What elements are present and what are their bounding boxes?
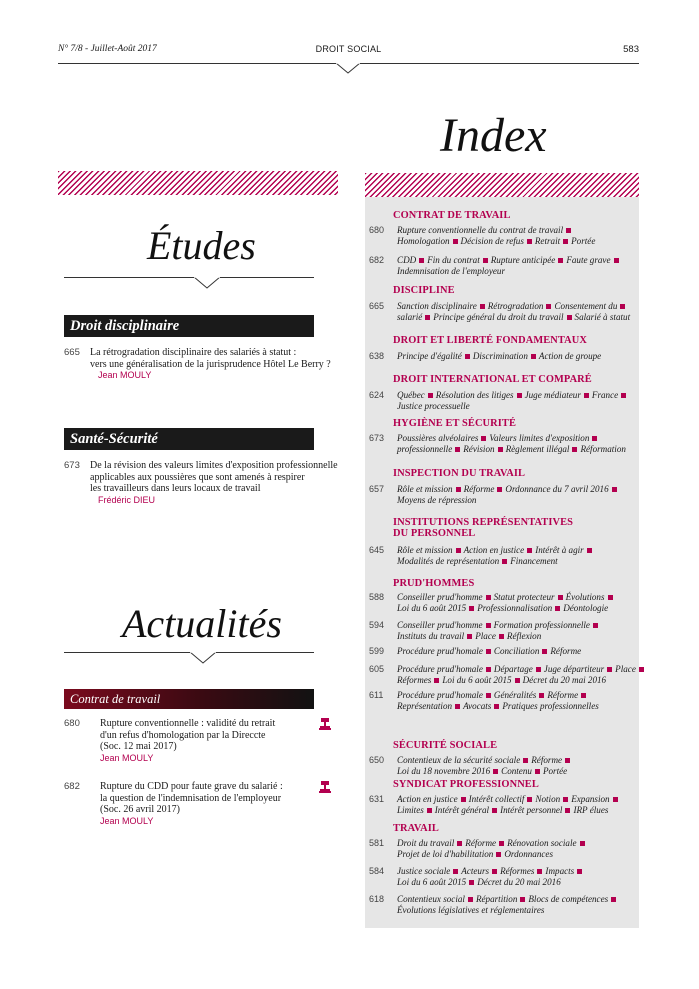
index-keyword: Intérêt à agir: [535, 545, 584, 555]
gavel-icon: [318, 780, 332, 794]
index-entry-page: 611: [369, 690, 384, 700]
index-entry-page: 665: [369, 301, 385, 311]
index-entry-keywords: [397, 866, 633, 888]
square-bullet-icon: [486, 693, 491, 698]
index-section-heading: TRAVAIL: [393, 823, 439, 834]
index-keyword: Impacts: [545, 866, 575, 876]
issue-label: N° 7/8 - Juillet-Août 2017: [58, 44, 157, 54]
index-keyword: Décret du 20 mai 2016: [522, 675, 607, 685]
square-bullet-icon: [567, 315, 572, 320]
index-keyword: Financement: [510, 556, 558, 566]
index-keyword: CDD: [397, 255, 417, 265]
square-bullet-icon: [465, 354, 470, 359]
index-keyword: Poussières alvéolaires: [397, 433, 479, 443]
index-keyword: Réforme: [463, 484, 495, 494]
index-keyword: Réformes: [397, 675, 432, 685]
index-section-heading: DROIT ET LIBERTÉ FONDAMENTAUX: [393, 335, 587, 346]
square-bullet-icon: [565, 758, 570, 763]
article-title-line: Rupture du CDD pour faute grave du salarié :: [100, 781, 283, 792]
index-keyword: Droit du travail: [397, 838, 455, 848]
index-keyword: Contentieux social: [397, 894, 465, 904]
square-bullet-icon: [592, 436, 597, 441]
index-keyword: Ordonnance du 7 avril 2016: [505, 484, 609, 494]
index-keyword: Action de groupe: [538, 351, 602, 361]
square-bullet-icon: [481, 436, 486, 441]
index-keyword: Professionnalisation: [477, 603, 553, 613]
index-entry-keywords: [397, 545, 633, 567]
index-keyword: Consentement du: [554, 301, 618, 311]
square-bullet-icon: [453, 869, 458, 874]
index-keyword: Justice sociale: [397, 866, 451, 876]
article-title-line: d'un refus d'homologation par la Direccte: [100, 729, 266, 741]
index-keyword: Avocats: [463, 701, 492, 711]
square-bullet-icon: [572, 447, 577, 452]
index-entry-keywords: [397, 620, 633, 642]
index-entry-keywords: [397, 433, 633, 455]
index-entry-keywords: [397, 664, 636, 686]
index-entry-page: 657: [369, 484, 385, 494]
index-keyword: Notion: [535, 794, 561, 804]
square-bullet-icon: [419, 258, 424, 263]
gavel-icon: [318, 717, 332, 731]
index-keyword: Retrait: [534, 236, 561, 246]
index-keyword: Réforme: [531, 755, 563, 765]
square-bullet-icon: [531, 354, 536, 359]
index-keyword: Québec: [397, 390, 425, 400]
index-keyword: Révision: [463, 444, 495, 454]
square-bullet-icon: [527, 548, 532, 553]
square-bullet-icon: [455, 447, 460, 452]
square-bullet-icon: [493, 769, 498, 774]
index-keyword: Sanction disciplinaire: [397, 301, 477, 311]
index-keyword: Fin du contrat: [427, 255, 480, 265]
article-author: Frédéric DIEU: [98, 494, 156, 505]
square-bullet-icon: [467, 634, 472, 639]
index-keyword: Répartition: [475, 894, 518, 904]
index-keyword: Procédure prud'homale: [397, 646, 483, 656]
article-page-number: 680: [64, 718, 80, 729]
article-author: Jean MOULY: [100, 815, 154, 826]
square-bullet-icon: [537, 869, 542, 874]
index-keyword: Statut protecteur: [493, 592, 555, 602]
index-entry-page: 588: [369, 592, 385, 602]
index-keyword: Place: [475, 631, 496, 641]
square-bullet-icon: [456, 548, 461, 553]
square-bullet-icon: [577, 869, 582, 874]
square-bullet-icon: [428, 393, 433, 398]
square-bullet-icon: [563, 797, 568, 802]
index-keyword: Rôle et mission: [397, 545, 453, 555]
article-page-number: 682: [64, 781, 80, 792]
index-keyword: Acteurs: [461, 866, 490, 876]
index-keyword: Valeurs limites d'exposition: [489, 433, 590, 443]
index-keyword: Évolutions législatives et réglementaires: [397, 905, 545, 915]
index-keyword: Départage: [493, 664, 533, 674]
journal-name: DROIT SOCIAL: [315, 44, 382, 54]
article-title-line: Rupture conventionnelle : validité du retrait: [100, 718, 276, 729]
square-bullet-icon: [527, 797, 532, 802]
square-bullet-icon: [425, 315, 430, 320]
index-section-heading: SÉCURITÉ SOCIALE: [393, 740, 498, 751]
square-bullet-icon: [517, 393, 522, 398]
square-bullet-icon: [535, 769, 540, 774]
square-bullet-icon: [581, 693, 586, 698]
index-keyword: IRP élues: [573, 805, 609, 815]
index-section-heading: CONTRAT DE TRAVAIL: [393, 210, 511, 221]
article-author: Jean MOULY: [98, 370, 152, 381]
index-keyword: Projet de loi d'habilitation: [397, 849, 494, 859]
index-entry-keywords: [397, 484, 633, 506]
index-keyword: Réforme: [465, 838, 497, 848]
index-keyword: Ordonnances: [504, 849, 553, 859]
square-bullet-icon: [536, 667, 541, 672]
square-bullet-icon: [558, 258, 563, 263]
rubric-bar-sante-securite: Santé-Sécurité: [64, 428, 314, 450]
square-bullet-icon: [580, 841, 585, 846]
hatch-band-left: [58, 171, 338, 195]
square-bullet-icon: [566, 228, 571, 233]
square-bullet-icon: [486, 649, 491, 654]
rubric-bar-droit-disciplinaire: Droit disciplinaire: [64, 315, 314, 337]
square-bullet-icon: [584, 393, 589, 398]
article-title-line: la question de l'indemnisation de l'employeur: [100, 792, 282, 804]
square-bullet-icon: [497, 487, 502, 492]
actualites-title: Actualités: [122, 601, 282, 646]
index-keyword: Intérêt personnel: [500, 805, 563, 815]
index-keyword: Conseiller prud'homme: [397, 620, 483, 630]
square-bullet-icon: [621, 393, 626, 398]
square-bullet-icon: [480, 304, 485, 309]
index-keyword: Action en justice: [463, 545, 525, 555]
index-title: Index: [440, 109, 547, 162]
index-keyword: Rôle et mission: [397, 484, 453, 494]
index-entry-page: 599: [369, 646, 385, 656]
etudes-rule: [64, 277, 314, 278]
index-entry-keywords: [397, 838, 633, 860]
index-entry-page: 645: [369, 545, 385, 555]
index-keyword: Loi du 6 août 2015: [397, 877, 467, 887]
square-bullet-icon: [469, 880, 474, 885]
index-entry-page: 624: [369, 390, 385, 400]
index-keyword: Réformation: [580, 444, 626, 454]
square-bullet-icon: [614, 258, 619, 263]
index-keyword: Rupture conventionnelle du contrat de travail: [397, 225, 564, 235]
index-keyword: Juge médiateur: [524, 390, 581, 400]
square-bullet-icon: [613, 797, 618, 802]
square-bullet-icon: [486, 595, 491, 600]
header-notch-icon: [336, 63, 360, 75]
square-bullet-icon: [492, 808, 497, 813]
index-keyword: Règlement illégal: [505, 444, 570, 454]
actualites-rule: [64, 652, 314, 653]
index-keyword: Portée: [542, 766, 568, 776]
index-keyword: Homologation: [397, 236, 450, 246]
index-keyword: Conseiller prud'homme: [397, 592, 483, 602]
article-title-line: les travailleurs dans leurs locaux de travail: [90, 483, 261, 495]
square-bullet-icon: [486, 667, 491, 672]
index-keyword: Principe général du droit du travail: [433, 312, 564, 322]
index-keyword: Justice processuelle: [397, 401, 470, 411]
index-section-heading: INSPECTION DU TRAVAIL: [393, 468, 526, 479]
index-keyword: professionnelle: [397, 444, 453, 454]
square-bullet-icon: [499, 841, 504, 846]
square-bullet-icon: [469, 606, 474, 611]
index-keyword: Réflexion: [506, 631, 542, 641]
index-entry-keywords: [397, 690, 633, 712]
square-bullet-icon: [486, 623, 491, 628]
square-bullet-icon: [456, 487, 461, 492]
index-keyword: Décision de refus: [460, 236, 524, 246]
square-bullet-icon: [608, 595, 613, 600]
index-keyword: Formation professionnelle: [493, 620, 590, 630]
index-keyword: Action en justice: [397, 794, 458, 804]
square-bullet-icon: [542, 649, 547, 654]
index-keyword: Contenu: [501, 766, 532, 776]
square-bullet-icon: [565, 808, 570, 813]
index-keyword: Modalités de représentation: [397, 556, 500, 566]
square-bullet-icon: [563, 239, 568, 244]
square-bullet-icon: [555, 606, 560, 611]
index-keyword: Place: [615, 664, 636, 674]
index-keyword: Loi du 6 août 2015: [442, 675, 512, 685]
square-bullet-icon: [496, 852, 501, 857]
index-keyword: Généralités: [493, 690, 537, 700]
square-bullet-icon: [546, 304, 551, 309]
square-bullet-icon: [527, 239, 532, 244]
index-keyword: Discrimination: [472, 351, 528, 361]
square-bullet-icon: [427, 808, 432, 813]
index-keyword: Conciliation: [493, 646, 540, 656]
index-entry-page: 680: [369, 225, 385, 235]
running-header: [58, 44, 639, 58]
etudes-notch-icon: [194, 277, 220, 290]
index-entry-page: 631: [369, 794, 385, 804]
index-entry-page: 673: [369, 433, 385, 443]
index-section-heading: SYNDICAT PROFESSIONNEL: [393, 779, 539, 790]
index-keyword: Évolutions: [565, 592, 605, 602]
square-bullet-icon: [558, 595, 563, 600]
index-keyword: Indemnisation de l'employeur: [397, 266, 506, 276]
square-bullet-icon: [515, 678, 520, 683]
index-keyword: Expansion: [571, 794, 610, 804]
index-entry-keywords: [397, 390, 633, 412]
index-entry-page: 638: [369, 351, 385, 361]
index-entry-page: 618: [369, 894, 385, 904]
square-bullet-icon: [612, 487, 617, 492]
square-bullet-icon: [492, 869, 497, 874]
square-bullet-icon: [607, 667, 612, 672]
square-bullet-icon: [434, 678, 439, 683]
index-keyword: Limites: [397, 805, 424, 815]
article-page-number: 665: [64, 347, 80, 358]
index-keyword: France: [591, 390, 619, 400]
square-bullet-icon: [502, 559, 507, 564]
index-keyword: Pratiques professionnelles: [502, 701, 599, 711]
index-entry-keywords: [397, 225, 633, 247]
square-bullet-icon: [455, 704, 460, 709]
index-keyword: Intérêt collectif: [468, 794, 525, 804]
index-entry-keywords: [397, 894, 633, 916]
index-entry-keywords: [397, 646, 633, 657]
square-bullet-icon: [468, 897, 473, 902]
index-entry-keywords: [397, 255, 633, 277]
square-bullet-icon: [523, 758, 528, 763]
index-keyword: Rénovation sociale: [507, 838, 577, 848]
index-entry-page: 650: [369, 755, 385, 765]
index-keyword: Instituts du travail: [397, 631, 465, 641]
article-title-line: La rétrogradation disciplinaire des salariés à statut :: [90, 347, 297, 358]
actualites-notch-icon: [190, 652, 216, 665]
hatch-band-right: [365, 173, 639, 197]
index-entry-page: 584: [369, 866, 385, 876]
square-bullet-icon: [453, 239, 458, 244]
index-entry-page: 581: [369, 838, 385, 848]
square-bullet-icon: [587, 548, 592, 553]
etudes-title: Études: [147, 223, 256, 268]
rubric-bar-contrat-de-travail: Contrat de travail: [64, 689, 314, 709]
index-keyword: Rupture anticipée: [490, 255, 556, 265]
index-keyword: Déontologie: [563, 603, 609, 613]
square-bullet-icon: [539, 693, 544, 698]
index-keyword: Contentieux de la sécurité sociale: [397, 755, 521, 765]
square-bullet-icon: [461, 797, 466, 802]
index-entry-keywords: [397, 794, 633, 816]
index-section-heading: HYGIÈNE ET SÉCURITÉ: [393, 418, 516, 429]
page-number: 583: [623, 44, 639, 55]
index-panel: [365, 197, 639, 928]
article-title-line: (Soc. 12 mai 2017): [100, 741, 177, 753]
square-bullet-icon: [520, 897, 525, 902]
index-keyword: Réforme: [547, 690, 579, 700]
square-bullet-icon: [498, 447, 503, 452]
article-author: Jean MOULY: [100, 752, 154, 763]
index-entry-page: 605: [369, 664, 385, 674]
article-title-line: (Soc. 26 avril 2017): [100, 804, 180, 816]
index-section-heading: DISCIPLINE: [393, 285, 455, 296]
square-bullet-icon: [483, 258, 488, 263]
index-keyword: Loi du 18 novembre 2016: [397, 766, 491, 776]
article-title-line: De la révision des valeurs limites d'exposition professionnelle: [90, 460, 338, 471]
index-keyword: Loi du 6 août 2015: [397, 603, 467, 613]
index-keyword: Réforme: [550, 646, 582, 656]
index-keyword: Rétrogradation: [487, 301, 544, 311]
index-entry-page: 594: [369, 620, 385, 630]
index-entry-page: 682: [369, 255, 385, 265]
article-title-line: vers une généralisation de la jurisprudence Hôtel Le Berry ?: [90, 358, 331, 370]
index-section-heading: PRUD'HOMMES: [393, 578, 475, 589]
article-title-line: applicables aux poussières que sont amenés à respirer: [90, 471, 305, 483]
index-keyword: Moyens de répression: [397, 495, 477, 505]
index-entry-keywords: [397, 351, 633, 362]
square-bullet-icon: [494, 704, 499, 709]
index-keyword: Portée: [571, 236, 596, 246]
index-keyword: Juge départiteur: [543, 664, 605, 674]
index-keyword: Procédure prud'homale: [397, 664, 483, 674]
square-bullet-icon: [620, 304, 625, 309]
index-keyword: Représentation: [397, 701, 453, 711]
square-bullet-icon: [639, 667, 644, 672]
index-keyword: Intérêt général: [434, 805, 490, 815]
index-keyword: Procédure prud'homale: [397, 690, 483, 700]
index-keyword: Faute grave: [566, 255, 611, 265]
index-keyword: salarié: [397, 312, 423, 322]
index-section-heading: DROIT INTERNATIONAL ET COMPARÉ: [393, 374, 592, 385]
index-keyword: Blocs de compétences: [528, 894, 609, 904]
index-entry-keywords: [397, 592, 633, 614]
index-keyword: Réformes: [500, 866, 535, 876]
index-keyword: Principe d'égalité: [397, 351, 462, 361]
article-page-number: 673: [64, 460, 80, 471]
index-section-heading: INSTITUTIONS REPRÉSENTATIVES DU PERSONNEL: [393, 517, 573, 539]
square-bullet-icon: [457, 841, 462, 846]
index-keyword: Résolution des litiges: [435, 390, 514, 400]
index-keyword: Salarié à statut: [574, 312, 631, 322]
index-entry-keywords: [397, 301, 633, 323]
square-bullet-icon: [499, 634, 504, 639]
square-bullet-icon: [611, 897, 616, 902]
index-keyword: Décret du 20 mai 2016: [477, 877, 561, 887]
square-bullet-icon: [593, 623, 598, 628]
index-entry-keywords: [397, 755, 633, 777]
